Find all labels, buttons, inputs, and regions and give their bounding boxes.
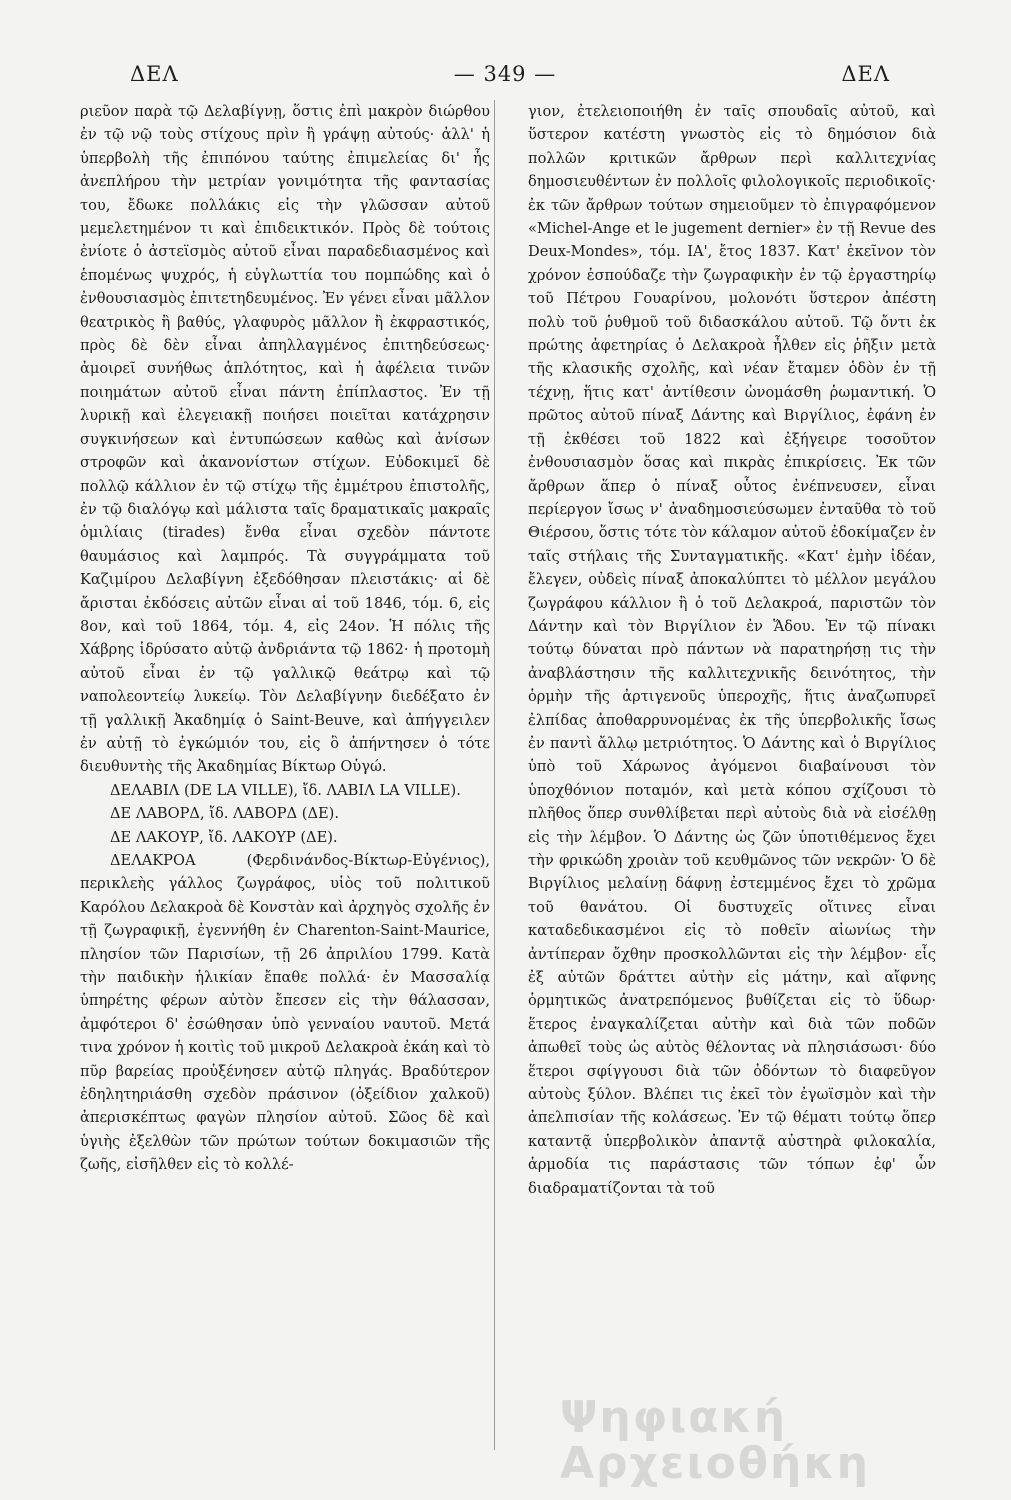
watermark-line-1: Ψηφιακή	[560, 1392, 788, 1443]
right-column	[528, 100, 936, 1200]
header-left-guide-word: ΔΕΛ	[130, 62, 179, 86]
page-number: — 349 —	[453, 62, 557, 86]
entry-delacroix: ΔΕΛΑΚΡΟΑ (Φερδινάνδος-Βίκτωρ-Εὐγένιος), περικλεὴς γάλλος ζωγράφος, υἱὸς τοῦ πολιτικοῦ Καρόλου Δελακροὰ δὲ Κονστὰν καὶ ἀρχηγὸς σχολῆς ἐν τῇ ζωγραφικῇ, ἐγεννήθη ἐν Charenton-Saint-Maurice, πλησίον τῶν Παρισίων, τῇ 26 ἀπριλίου 1799. Κατὰ τὴν παιδικὴν ἡλικίαν ἔπαθε πολλά· ἐν Μασσαλίᾳ ὑπηρέτης φέρων αὐτὸν ἔπεσεν εἰς τὴν θάλασσαν, ἀμφότεροι δ' ἐσώθησαν ὑπὸ γενναίου ναυτοῦ. Μετά τινα χρόνον ἡ κοιτὶς τοῦ μικροῦ Δελακροὰ ἐκάη καὶ τὸ πῦρ βαρείας προὐξένησεν αὐτῷ πληγάς. Βραδύτερον ἐδηλητηριάσθη σχεδὸν πράσινον (ὀξείδιον χαλκοῦ) ἀπερισκέπτως φαγὼν πλησίον αὐτοῦ. Σῶος δὲ καὶ ὑγιὴς ἐξελθὼν τῶν πρώτων τούτων δοκιμασιῶν τῆς ζωῆς, εἰσῆλθεν εἰς τὸ κολλέ-	[80, 852, 490, 1174]
library-watermark	[560, 1392, 980, 1489]
entry-delacour: ΔΕ ΛΑΚΟΥΡ, ἴδ. ΛΑΚΟΥΡ (ΔΕ).	[110, 828, 338, 846]
entry-delaborde: ΔΕ ΛΑΒΟΡΔ, ἴδ. ΛΑΒΟΡΔ (ΔΕ).	[110, 805, 340, 823]
paragraph-delavigne-continuation: ριεῦον παρὰ τῷ Δελαβίγνῃ, ὅστις ἐπὶ μακρὸν διώρθου ἐν τῷ νῷ τοὺς στίχους πρὶν ἢ γράψῃ αὐτούς· ἀλλ' ἡ ὑπερβολὴ τῆς ἐπιπόνου ταύτης ἐπιμελείας δι' ἧς ἀνεπλήρου τὴν μετρίαν γονιμότητα τῆς φαντασίας του, ἔδωκε πολλάκις εἰς τὴν γλῶσσαν αὐτοῦ μεμελετημένον τι καὶ ἐπιδεικτικόν. Πρὸς δὲ τούτοις ἐνίοτε ὁ ἀστεϊσμὸς αὐτοῦ εἶναι παραδεδιασμένος καὶ ἑπομένως ψυχρός, ἡ εὐγλωττία του πομπώδης καὶ ὁ ἐνθουσιασμὸς ἐπιτετηδευμένος. Ἐν γένει εἶναι μᾶλλον θεατρικὸς ἢ βαθύς, γλαφυρὸς μᾶλλον ἢ ἐκφραστικός, πρὸς δὲ δὲν εἶναι ἀπηλλαγμένος ἐπιτηδεύσεως· ἀμοιρεῖ συνήθως ἁπλότητος, καὶ ἡ ἀφέλεια τινῶν ποιημάτων αὐτοῦ εἶναι πάντη ἐπίπλαστος. Ἐν τῇ λυρικῇ καὶ ἐλεγειακῇ ποιήσει ποιεῖται κατάχρησιν συγκινήσεων καὶ ἐντυπώσεων καθὼς καὶ ἀνίσων στροφῶν καὶ ἀκανονίστων στίχων. Εὐδοκιμεῖ δὲ πολλῷ κάλλιον ἐν τῷ στίχῳ τῆς ἐμμέτρου ἐπιστολῆς, ἐν τῷ διαλόγῳ καὶ μάλιστα ταῖς δραματικαῖς μακραῖς ὁμιλίαις (tirades) ἔνθα εἶναι σχεδὸν πάντοτε θαυμάσιος καὶ λαμπρός. Τὰ συγγράμματα τοῦ Καζιμίρου Δελαβίγνη ἐξεδόθησαν πλειστάκις· αἱ δὲ ἄρισται ἐκδόσεις αὐτῶν εἶναι αἱ τοῦ 1846, τόμ. 6, εἰς 8ον, καὶ τοῦ 1864, τόμ. 4, εἰς 24ον. Ἡ πόλις τῆς Χάβρης ἱδρύσατο αὐτῷ ἀνδριάντα τῷ 1862· ἡ προτομὴ αὐτοῦ εἶναι ἐν τῷ γαλλικῷ θεάτρῳ καὶ τῷ ναπολεοντείῳ λυκείῳ. Τὸν Δελαβίγνην διεδέξατο ἐν τῇ γαλλικῇ Ἀκαδημίᾳ ὁ Saint-Beuve, καὶ ἀπήγγειλεν ἐν αὐτῇ τὸ ἐγκώμιόν του, εἰς ὃ ἀπήντησεν ὁ τότε διευθυντὴς τῆς Ἀκαδημίας Βίκτωρ Οὑγώ.	[80, 103, 490, 776]
running-header	[90, 62, 920, 92]
column-divider	[494, 100, 495, 1450]
entry-delaville: ΔΕΛΑΒΙΛ (DE LA VILLE), ἴδ. ΛΑΒΙΛ LA VILLE).	[110, 781, 461, 799]
left-column	[80, 100, 490, 1177]
paragraph-delacroix-continuation: γιον, ἐτελειοποιήθη ἐν ταῖς σπουδαῖς αὐτοῦ, καὶ ὕστερον κατέστη γνωστὸς εἰς τὸ δημόσιον διὰ πολλῶν κριτικῶν ἄρθρων περὶ καλλιτεχνίας δημοσιευθέντων ἐν πολλοῖς φιλολογικοῖς περιοδικοῖς· ἐκ τῶν ἄρθρων τούτων σημειοῦμεν τὸ ἐπιγραφόμενον «Michel-Ange et le jugement dernier» ἐν τῇ Revue des Deux-Mondes», τόμ. ΙΑ', ἔτος 1837. Κατ' ἐκεῖνον τὸν χρόνον ἐσπούδαζε τὴν ζωγραφικὴν ἐν τῷ ἐργαστηρίῳ τοῦ Πέτρου Γουαρίνου, μολονότι ὕστερον ἀπέστη πολὺ τοῦ ῥυθμοῦ τοῦ διδασκάλου αὐτοῦ. Τῷ ὄντι ἐκ πρώτης ἀφετηρίας ὁ Δελακροὰ ἦλθεν εἰς ῥῆξιν μετὰ τῆς κλασικῆς σχολῆς, καὶ νέαν ἔταμεν ὁδὸν ἐν τῇ τέχνῃ, ἥτις κατ' ἀντίθεσιν ὠνομάσθη ῥωμαντική. Ὁ πρῶτος αὐτοῦ πίναξ Δάντης καὶ Βιργίλιος, ἐφάνη ἐν τῇ ἐκθέσει τοῦ 1822 καὶ ἐξήγειρε τοσοῦτον ἐνθουσιασμὸν ὅσας καὶ πικρὰς ἐπικρίσεις. Ἐκ τῶν ἄρθρων ἅπερ ὁ πίναξ οὗτος ἐνέπνευσεν, εἶναι περίεργον ἴσως ν' ἀναδημοσιεύσωμεν ἐνταῦθα τὸ τοῦ Θιέρσου, ὅστις τότε τὸν κάλαμον αὐτοῦ ἐδοκίμαζεν ἐν ταῖς στήλαις τῆς Συνταγματικῆς. «Κατ' ἐμὴν ἰδέαν, ἔλεγεν, οὐδεὶς πίναξ ἀποκαλύπτει τὸ μέλλον μεγάλου ζωγράφου κάλλιον ἢ ὁ τοῦ Δελακροά, παριστῶν τὸν Δάντην καὶ τὸν Βιργίλιον ἐν Ἅδου. Ἐν τῷ πίνακι τούτῳ δύναται πρὸ πάντων νὰ παρατηρήσῃ τις τὴν ἀναβλάστησιν τῆς καλλιτεχνικῆς δεινότητος, τὴν ὁρμὴν τῆς ἀρτιγενοῦς ὑπεροχῆς, ἥτις ἀναζωπυρεῖ ἐλπίδας ἀποθαρρυνομένας ἐκ τῆς ὑπερβολικῆς ἴσως ἐν παντὶ ἄλλῳ μετριότητος. Ὁ Δάντης καὶ ὁ Βιργίλιος ὑπὸ τοῦ Χάρωνος ἀγόμενοι διαβαίνουσι τὸν ὑποχθόνιον ποταμόν, καὶ μετὰ κόπου σχίζουσι τὸ πλῆθος ὅπερ συνθλίβεται περὶ αὐτοὺς διὰ νὰ εἰσέλθῃ εἰς τὴν λέμβον. Ὁ Δάντης ὡς ζῶν ὑποτιθέμενος ἔχει τὴν φρικώδη χροιὰν τοῦ κευθμῶνος τῶν νεκρῶν· Ὁ δὲ Βιργίλιος μελαίνῃ δάφνῃ ἐστεμμένος ἔχει τὸ χρῶμα τοῦ θανάτου. Οἱ δυστυχεῖς οἵτινες εἶναι καταδεδικασμένοι εἰς τὸ ποθεῖν αἰωνίως τὴν ἀντίπεραν ὄχθην προσκολλῶνται εἰς τὴν λέμβον· εἷς ἐξ αὐτῶν δράττει αὐτὴν εἰς μάτην, καὶ αἴφνης ὁρμητικῶς ἀνατρεπόμενος βυθίζεται εἰς τὸ ὕδωρ· ἕτερος ἐναγκαλίζεται αὐτὴν καὶ διὰ τῶν ποδῶν ἀπωθεῖ τοὺς ὡς αὐτὸς θέλοντας νὰ πλησιάσωσι· δύο ἕτεροι σφίγγουσι διὰ τῶν ὀδόντων τὸ διαφεῦγον αὐτοὺς ξύλον. Βλέπει τις ἐκεῖ τὸν ἐγωϊσμὸν καὶ τὴν ἀπελπισίαν τῆς κολάσεως. Ἐν τῷ θέματι τούτῳ ὅπερ καταντᾷ ὑπερβολικὸν ἀπαντᾷ αὐστηρὰ φιλοκαλία, ἁρμοδία τις παράστασις τῶν τόπων ἐφ' ὧν διαδραματίζονται τὰ τοῦ	[528, 103, 936, 1197]
watermark-line-2: Αρχειοθήκη	[560, 1438, 870, 1489]
header-right-guide-word: ΔΕΛ	[841, 62, 890, 86]
